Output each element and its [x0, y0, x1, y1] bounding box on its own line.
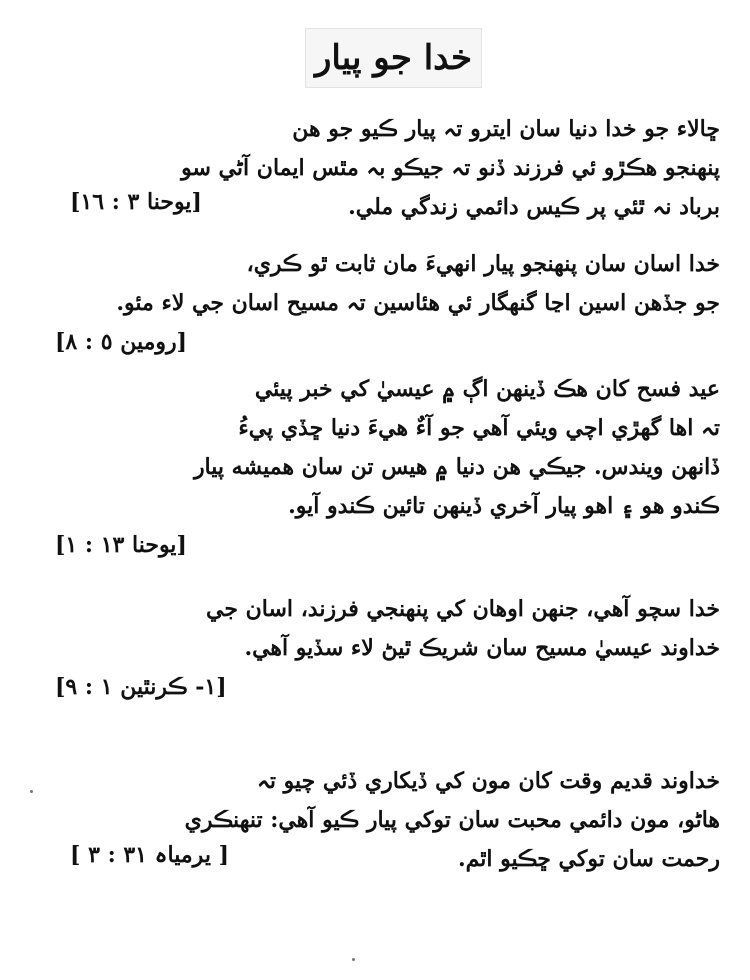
- verse-reference-3: [يوحنا ١٣ : ١]: [55, 532, 187, 558]
- verse-line: برباد نہ ٿئي پر ڪيس دائمي زندگي ملي.: [348, 194, 720, 220]
- verse-block-2: [55, 245, 720, 362]
- verse-line: پنھنجو ھڪڙو ئي فرزند ڏنو تہ جيڪو بہ مٿس ايمان آڻي سو: [181, 155, 720, 181]
- verse-block-3: [55, 370, 720, 565]
- verse-line: ڏانھن ويندس. جيڪي ھن دنيا ۾ ھيس تن سان ھميشه پيار: [193, 454, 720, 480]
- verse-line: ڇالاء جو خدا دنيا سان ايترو تہ پيار ڪيو جو ھن: [292, 116, 720, 142]
- verse-line: عيد فسح کان ھڪ ڏينھن اڳ ۾ عيسيٰ کي خبر پيئي: [254, 376, 720, 402]
- verse-block-4: [55, 590, 720, 707]
- verse-reference-1: [يوحنا ٣ : ١٦]: [70, 189, 202, 215]
- verse-line: خداوند عيسيٰ مسيح سان شريڪ ٿيڻ لاء سڏيو آھي.: [244, 635, 720, 661]
- verse-line: ڪندو ھو ۽ اھو پيار آخري ڏينھن تائين ڪندو آيو.: [288, 493, 720, 519]
- verse-line: خدا سچو آھي، جنھن اوھان کي پنھنجي فرزند، اسان جي: [206, 596, 720, 622]
- verse-line: رحمت سان توکي ڇڪيو اٿم.: [457, 846, 720, 872]
- verse-line: تہ اھا گھڙي اچي ويئي آھي جو آءٌ ھيءَ دنيا ڇڏي پيءُ: [238, 415, 720, 441]
- scan-speck: [352, 958, 355, 961]
- page-title: خدا جو پيار: [314, 38, 473, 78]
- verse-line: ھاڻو، مون دائمي محبت سان توکي پيار ڪيو آھي: تنھنڪري: [184, 807, 720, 833]
- title-box: [305, 28, 482, 88]
- verse-reference-2: [رومين ٥ : ٨]: [55, 329, 188, 355]
- verse-reference-4: [١- ڪرنٿين ١ : ٩]: [55, 674, 227, 700]
- verse-line: خدا اسان سان پنھنجو پيار انھيءَ مان ثابت ٿو ڪري،: [246, 251, 720, 277]
- verse-line: خداوند قديم وقت کان مون کي ڏيکاري ڏئي چيو تہ: [257, 768, 720, 794]
- scan-speck: [30, 790, 33, 793]
- verse-line: جو جڏھن اسين اڃا گنھگار ئي ھئاسين تہ مسيح اسان جي لاء مئو.: [116, 290, 720, 316]
- verse-reference-5: [ يرمياہ ٣١ : ٣ ]: [70, 842, 230, 868]
